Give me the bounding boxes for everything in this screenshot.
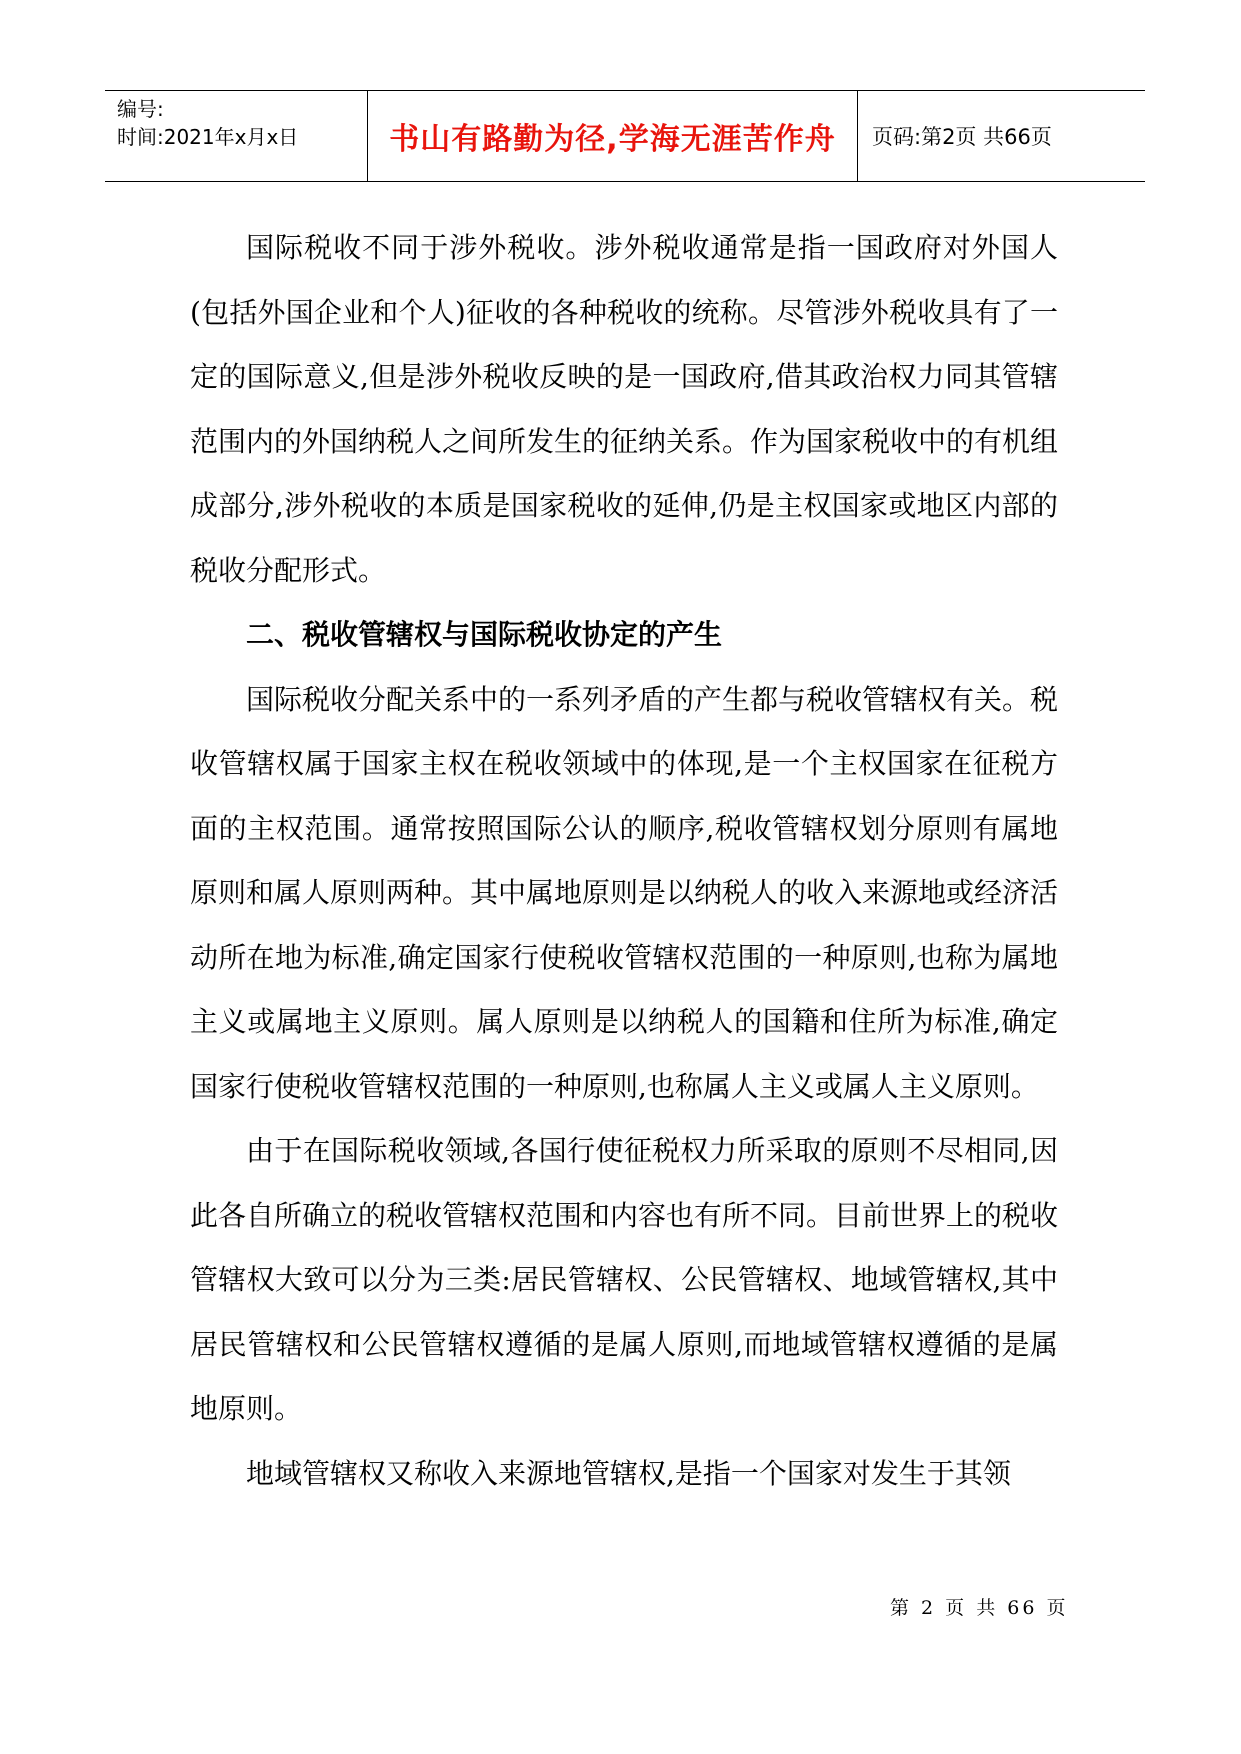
header-page-info: 页码:第2页 共66页 [872,125,1052,149]
header-motto: 书山有路勤为径,学海无涯苦作舟 [368,91,858,181]
page-footer: 第 2 页 共 66 页 [890,1597,1069,1619]
section-heading: 二、税收管辖权与国际税收协定的产生 [246,618,723,651]
body-paragraph-1: 国际税收不同于涉外税收。涉外税收通常是指一国政府对外国人(包括外国企业和个人)征收的各种税收的统称。尽管涉外税收具有了一定的国际意义,但是涉外税收反映的是一国政府,借其政治权力同其管辖范围内的外国纳税人之间所发生的征纳关系。作为国家税收中的有机组成部分,涉外税收的本质是国家税收的延伸,仍是主权国家或地区内部的税收分配形式。 [190,231,1059,587]
body-paragraph-2: 国际税收分配关系中的一系列矛盾的产生都与税收管辖权有关。税收管辖权属于国家主权在税收领域中的体现,是一个主权国家在征税方面的主权范围。通常按照国际公认的顺序,税收管辖权划分原则有属地原则和属人原则两种。其中属地原则是以纳税人的收入来源地或经济活动所在地为标准,确定国家行使税收管辖权范围的一种原则,也称为属地主义或属地主义原则。属人原则是以纳税人的国籍和住所为标准,确定国家行使税收管辖权范围的一种原则,也称属人主义或属人主义原则。 [190,682,1059,1103]
body-paragraph-4: 地域管辖权又称收入来源地管辖权,是指一个国家对发生于其领 [246,1456,1011,1490]
body-paragraph-3: 由于在国际税收领域,各国行使征税权力所采取的原则不尽相同,因此各自所确立的税收管辖权范围和内容也有所不同。目前世界上的税收管辖权大致可以分为三类:居民管辖权、公民管辖权、地域管辖权,其中居民管辖权和公民管辖权遵循的是属人原则,而地域管辖权遵循的是属地原则。 [190,1134,1059,1425]
document-body [190,216,1058,1506]
document-number-label: 编号: [117,97,164,121]
page-header [105,90,1145,182]
document-time-label: 时间:2021年x月x日 [117,125,299,149]
header-meta [105,91,368,181]
